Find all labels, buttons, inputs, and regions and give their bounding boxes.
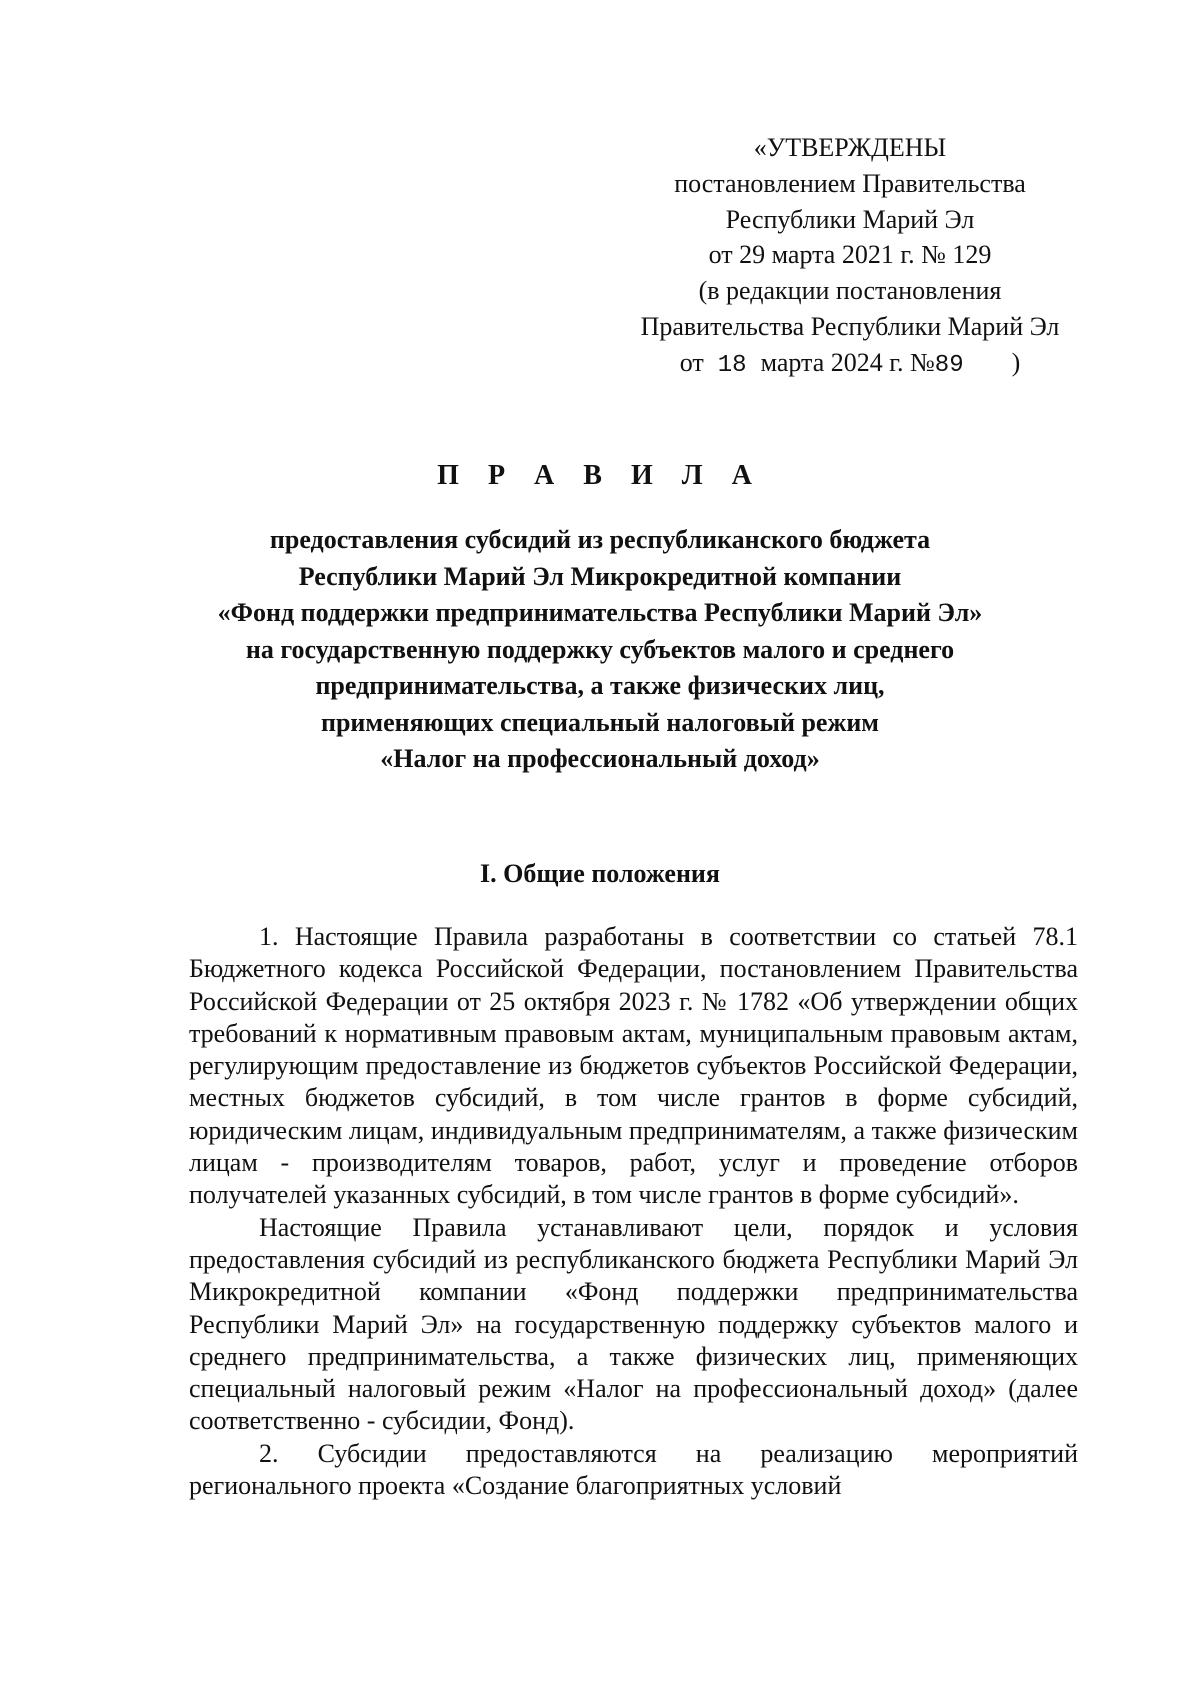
subtitle-line: «Фонд поддержки предпринимательства Республики Марий Эл» [217,598,983,627]
amendment-prefix: от [679,347,704,377]
paragraph: 2. Субсидии предоставляются на реализацию мероприятий регионального проекта «Создание благоприятных условий [189,1438,1078,1501]
paragraph: 1. Настоящие Правила разработаны в соответствии со статьей 78.1 Бюджетного кодекса Российской Федерации, постановлением Правительства Российской Федерации от 25 октября 2023 г. № 1782 «Об утверждении общих требований к нормативным правовым актам, муниципальным правовым актам, регулирующим предоставление из бюджетов субъектов Российской Федерации, местных бюджетов субсидий, в том числе грантов в форме субсидий, юридическим лицам, индивидуальным предпринимателям, а также физическим лицам - производителям товаров, работ, услуг и проведение отборов получателей указанных субсидий, в том числе грантов в форме субсидий». [189,922,1078,1210]
subtitle-line: предпринимательства, а также физических лиц, [315,671,885,700]
subtitle-line: Республики Марий Эл Микрокредитной компании [298,561,902,591]
section-body [189,921,1078,1502]
document-subtitle [150,522,1050,778]
approval-line: (в редакции постановления [698,276,1002,306]
approval-date-line: от 29 марта 2021 г. № 129 [708,240,992,270]
subtitle-line: предоставления субсидий из республиканского бюджета [269,525,931,554]
amendment-date-line [600,345,1100,384]
subtitle-line: применяющих специальный налоговый режим [320,707,880,737]
approval-stamp [600,130,1100,384]
approval-line: Республики Марий Эл [725,204,975,234]
section-heading: I. Общие положения [480,859,720,888]
amendment-closing-paren: ) [1011,347,1021,377]
paragraph: Настоящие Правила устанавливают цели, порядок и условия предоставления субсидий из республиканского бюджета Республики Марий Эл Микрокредитной компании «Фонд поддержки предпринимательства Республики Марий Эл» на государственную поддержку субъектов малого и среднего предпринимательства, а также физических лиц, применяющих специальный налоговый режим «Налог на профессиональный доход» (далее соответственно - субсидии, Фонд). [189,1212,1078,1436]
document-title: П Р А В И Л А [437,460,763,491]
amendment-day: 18 [717,351,747,379]
approval-heading: «УТВЕРЖДЕНЫ [753,133,947,162]
amendment-number: 89 [934,351,964,379]
amendment-month-year: марта 2024 г. № [760,347,935,377]
subtitle-line: «Налог на профессиональный доход» [380,744,820,773]
approval-line: постановлением Правительства [674,168,1026,198]
approval-line: Правительства Республики Марий Эл [640,311,1060,341]
subtitle-line: на государственную поддержку субъектов малого и среднего [245,634,955,664]
